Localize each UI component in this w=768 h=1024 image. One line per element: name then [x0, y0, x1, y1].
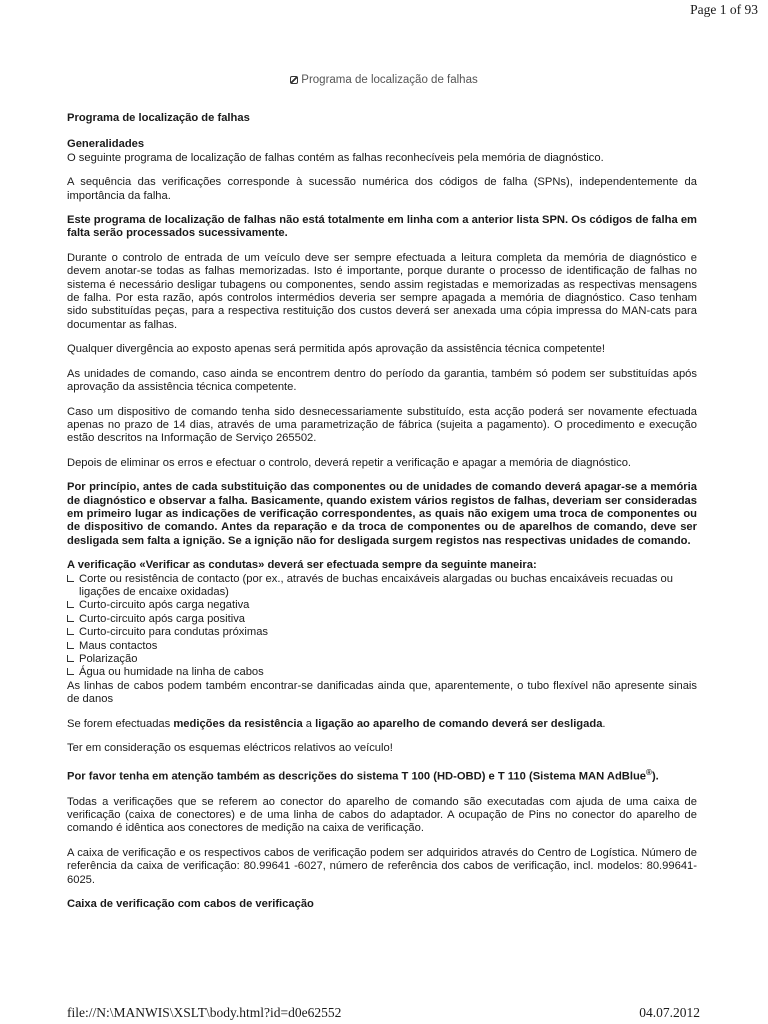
footer-date: 04.07.2012	[639, 1005, 700, 1020]
list-item: Corte ou resistência de contacto (por ex., através de buchas encaixáveis alargadas ou buchas encaixáveis recuadas ou ligações de encaixe oxidadas)	[67, 573, 697, 600]
paragraph-3: Este programa de localização de falhas não está totalmente em linha com a anterior lista SPN. Os códigos de falha em falta serão processados sucessivamente.	[67, 214, 697, 240]
list-item: Curto-circuito para condutas próximas	[67, 626, 697, 639]
paragraph-2: A sequência das verificações corresponde à sucessão numérica dos códigos de falha (SPNs), independentemente da importância da falha.	[67, 176, 697, 202]
list-title: A verificação «Verificar as condutas» deverá ser efectuada sempre da seguinte maneira:	[67, 559, 537, 572]
paragraph-5: Qualquer divergência ao exposto apenas será permitida após aprovação da assistência técnica competente!	[67, 343, 605, 356]
checkbox-icon	[67, 668, 74, 675]
list-item: Polarização	[67, 653, 697, 666]
list-item: Curto-circuito após carga negativa	[67, 599, 697, 612]
checkbox-icon	[67, 615, 74, 622]
doc-title: Programa de localização de falhas	[67, 112, 250, 124]
checkbox-icon	[67, 655, 74, 662]
document-header	[0, 74, 768, 86]
paragraph-12: Ter em consideração os esquemas eléctricos relativos ao veículo!	[67, 742, 393, 755]
check-list	[67, 573, 697, 680]
paragraph-10: As linhas de cabos podem também encontrar-se danificadas ainda que, aparentemente, o tubo flexível não apresente sinais de danos	[67, 679, 697, 706]
list-item: Água ou humidade na linha de cabos	[67, 666, 697, 679]
paragraph-9: Por princípio, antes de cada substituição das componentes ou de unidades de comando deverá apagar-se a memória de diagnóstico e observar a falha. Basicamente, quando existem vários registos de falhas, deveriam ser consideradas em primeiro lugar as indicações de verificação correspondentes, as quais não exigem uma troca de componentes ou de dispositivo de comando. Antes da reparação e da troca de componentes ou de aparelhos de comando, deve ser desligada sem falta a ignição. Se a ignição não for desligada surgem registos nas respectivas unidades de comando.	[67, 481, 697, 547]
checkbox-icon	[67, 642, 74, 649]
page-number: Page 1 of 93	[690, 2, 758, 17]
paragraph-15: A caixa de verificação e os respectivos cabos de verificação podem ser adquiridos através do Centro de Logística. Número de referência da caixa de verificação: 80.99641 -6027, número de referência dos cabos de verificação, incl. modelos: 80.99641-6025.	[67, 846, 697, 886]
list-item: Maus contactos	[67, 640, 697, 653]
document-icon	[290, 76, 298, 84]
section-title-caixa: Caixa de verificação com cabos de verificação	[67, 898, 314, 911]
checkbox-icon	[67, 575, 74, 582]
header-title: Programa de localização de falhas	[301, 74, 478, 86]
section-title-generalidades: Generalidades	[67, 138, 145, 151]
paragraph-11: Se forem efectuadas medições da resistência a ligação ao aparelho de comando deverá ser desligada.	[67, 717, 606, 730]
paragraph-7: Caso um dispositivo de comando tenha sido desnecessariamente substituído, esta acção poderá ser novamente efectuada apenas no prazo de 14 dias, através de uma parametrização de fábrica (sujeita a pagamento). O procedimento e execução estão descritos na Informação de Serviço 265502.	[67, 405, 697, 445]
paragraph-13: Por favor tenha em atenção também as descrições do sistema T 100 (HD-OBD) e T 110 (Sistema MAN AdBlue®).	[67, 768, 659, 784]
paragraph-4: Durante o controlo de entrada de um veículo deve ser sempre efectuada a leitura completa da memória de diagnóstico e devem anotar-se todas as falhas memorizadas. Isto é importante, porque durante o processo de identificação de falhas no sistema é necessário desligar tubagens ou componentes, sendo assim registadas e memorizadas as respectivas mensagens de falha. Por esta razão, após controlos intermédios deveria ser sempre apagada a memória de diagnóstico. Caso tenham sido substituídas peças, para a respectiva restituição dos custos deverá ser anexada uma cópia impressa do MAN-cats para documentar as falhas.	[67, 251, 697, 331]
checkbox-icon	[67, 628, 74, 635]
document-body	[67, 112, 697, 922]
paragraph-1: O seguinte programa de localização de falhas contém as falhas reconhecíveis pela memória de diagnóstico.	[67, 151, 604, 164]
footer-file-path: file://N:\MANWIS\XSLT\body.html?id=d0e62552	[67, 1005, 342, 1020]
paragraph-14: Todas a verificações que se referem ao conector do aparelho de comando são executadas com ajuda de uma caixa de verificação (caixa de conectores) e de uma linha de cabos do adaptador. A ocupação de Pins no conector do aparelho de comando é idêntica aos conectores de medição na caixa de verificação.	[67, 795, 697, 835]
paragraph-8: Depois de eliminar os erros e efectuar o controlo, deverá repetir a verificação e apagar a memória de diagnóstico.	[67, 456, 632, 469]
list-item: Curto-circuito após carga positiva	[67, 613, 697, 626]
checkbox-icon	[67, 601, 74, 608]
paragraph-6: As unidades de comando, caso ainda se encontrem dentro do período da garantia, também só podem ser substituídas após aprovação da assistência técnica competente.	[67, 367, 697, 394]
